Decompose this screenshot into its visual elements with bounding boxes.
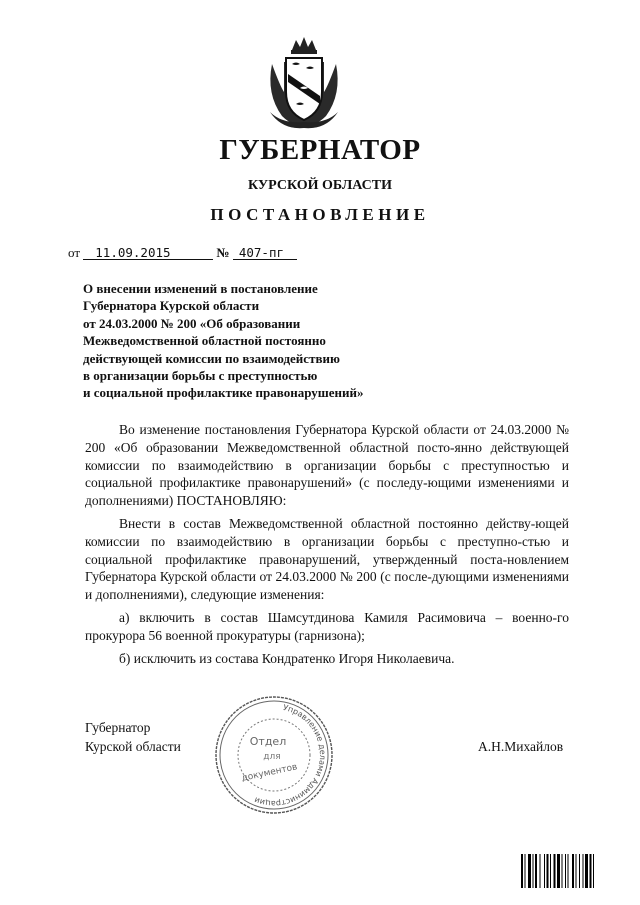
stamp-ring-text: Управление делами Администрации (253, 702, 328, 809)
document-date: 11.09.2015 (83, 246, 213, 260)
document-body (85, 421, 569, 672)
number-prefix: № (216, 245, 230, 260)
subject-line: и социальной профилактике правонарушений» (83, 385, 364, 401)
stamp-center-line: документов (240, 762, 299, 784)
subject-line: от 24.03.2000 № 200 «Об образовании (83, 315, 301, 331)
body-paragraph: Внести в состав Межведомственной областной постоянно действу-ющей комиссии по взаимодействию в организации борьбы с преступно-стью и социальной профилактике правонарушений, утвержденный поста-новлением Губернатора Курской области от 24.03.2000 № 200 (с после-дующими изменениями и дополнениями), следующие изменения: (85, 515, 569, 603)
subject-line: в организации борьбы с преступностью (83, 368, 318, 384)
signatory-name: А.Н.Михайлов (478, 739, 564, 754)
subject-line: Межведомственной областной постоянно (83, 333, 326, 349)
subject-line: действующей комиссии по взаимодействию (83, 350, 340, 366)
barcode-icon (520, 854, 624, 888)
document-subject (83, 280, 423, 402)
position-line: Курской области (85, 739, 181, 754)
issuer-title: ГУБЕРНАТОР (219, 134, 421, 166)
official-stamp (212, 693, 336, 817)
stamp-center-line: для (263, 752, 281, 762)
stamp-center-line: Отдел (249, 735, 287, 748)
issuer-region: КУРСКОЙ ОБЛАСТИ (247, 178, 393, 193)
subject-line: О внесении изменений в постановление (83, 281, 318, 296)
document-type: ПОСТАНОВЛЕНИЕ (210, 205, 430, 224)
date-prefix: от (68, 245, 81, 260)
body-paragraph: Во изменение постановления Губернатора Курской области от 24.03.2000 № 200 «Об образовании Межведомственной областной посто-янно действующей комиссии по взаимодействию в организации борьбы с преступностью и социальной профилактике правонарушений» (с последу-ющими изменениями и дополнениями) ПОСТАНОВЛЯЮ: (85, 422, 569, 509)
coat-of-arms-icon (262, 34, 346, 130)
body-paragraph: б) исключить из состава Кондратенко Игоря Николаевича. (119, 650, 455, 666)
date-number-row (68, 245, 297, 261)
subject-line: Губернатора Курской области (83, 298, 260, 314)
position-line: Губернатор (85, 720, 151, 735)
body-paragraph: а) включить в состав Шамсутдинова Камиля Расимовича – военно-го прокурора 56 военной прокуратуры (гарнизона); (85, 609, 569, 643)
document-number: 407-пг (233, 246, 297, 260)
signatory-position (85, 718, 181, 756)
